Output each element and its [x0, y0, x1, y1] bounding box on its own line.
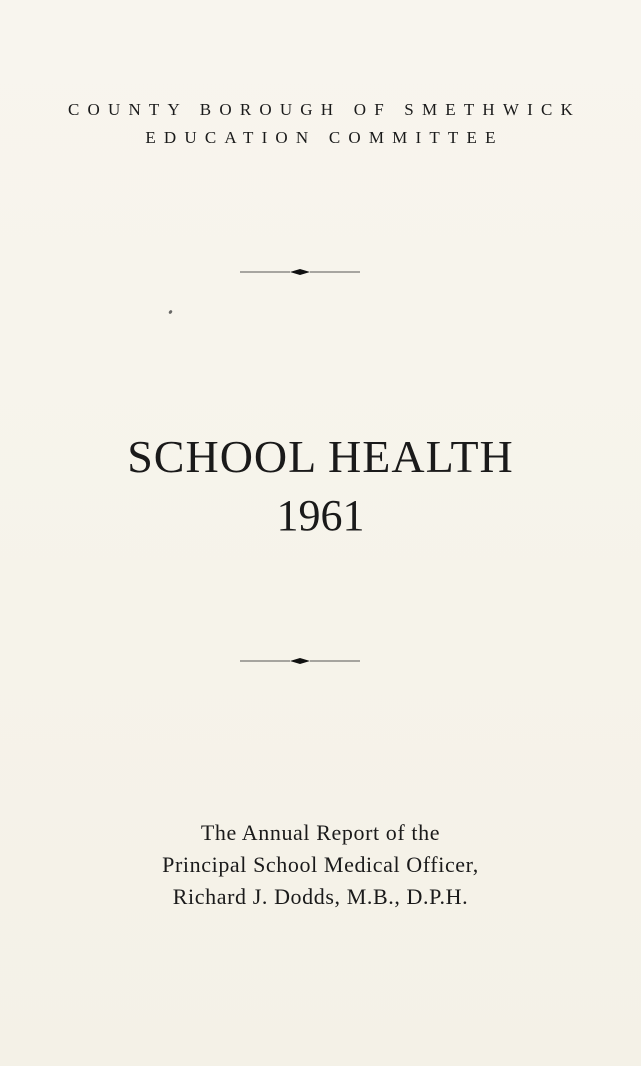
subtitle-line-3: Richard J. Dodds, M.B., D.P.H.: [172, 884, 469, 909]
subtitle-line-1: The Annual Report of the: [200, 820, 441, 845]
diamond-rule-ornament-icon: [240, 655, 360, 667]
subtitle-line-2: Principal School Medical Officer,: [162, 852, 479, 877]
diamond-rule-ornament-icon: [240, 266, 360, 278]
document-year: 1961: [276, 491, 365, 540]
document-title: SCHOOL HEALTH: [127, 431, 514, 482]
header-committee: EDUCATION COMMITTEE: [145, 128, 504, 147]
print-speck: [168, 310, 173, 315]
header-borough: COUNTY BOROUGH OF SMETHWICK: [67, 100, 582, 119]
